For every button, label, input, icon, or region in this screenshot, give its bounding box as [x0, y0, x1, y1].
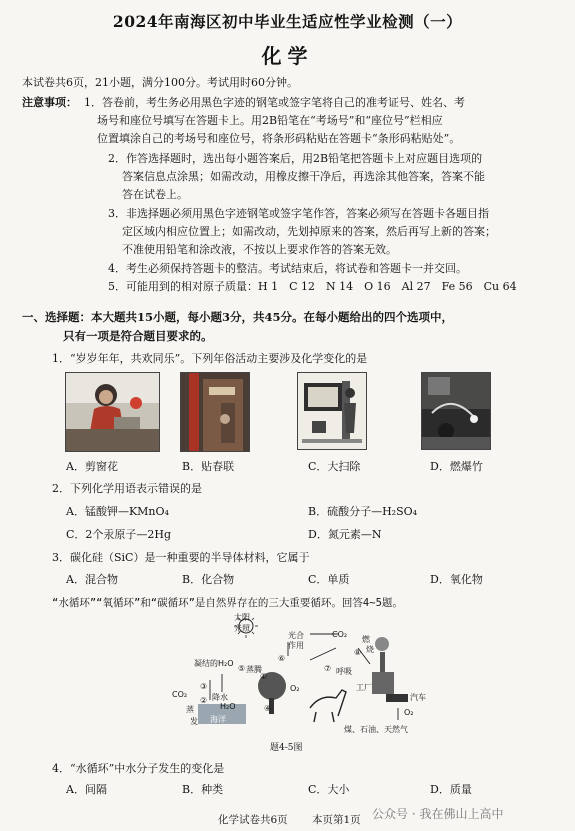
label-light: 光照	[234, 624, 250, 633]
label-photosynthesis: 光合	[288, 631, 304, 640]
diagram-caption: 题4-5图	[270, 743, 303, 753]
label-rain: 降水	[212, 693, 228, 702]
label-co2-top: CO₂	[332, 630, 348, 639]
label-evaporation-2: 发	[190, 717, 198, 726]
label-car: 汽车	[410, 693, 426, 702]
note-line: 位置填涂自己的考场号和座位号，将条形码粘贴在答题卡“条形码粘贴处”。	[97, 132, 461, 145]
note-line: 5．可能用到的相对原子质量：H 1 C 12 N 14 O 16 Al 27 Fe 56 Cu 64	[108, 280, 517, 293]
note-line: 答案信息点涂黑；如需改动，用橡皮擦干净后，再选涂其他答案，答案不能	[122, 170, 485, 183]
label-fuel: 煤、石油、天然气	[344, 725, 408, 734]
label-factory: 工厂	[356, 683, 372, 692]
label-ocean: 海洋	[210, 715, 226, 724]
q2-option-a: A．锰酸钾—KMnO₄	[66, 505, 169, 518]
intro-text: 本试卷共6页，21小题，满分100分。考试用时60分钟。	[22, 76, 298, 89]
q2-option-b: B．硫酸分子—H₂SO₄	[308, 505, 418, 518]
note-line: 2．作答选择题时，选出每小题答案后，用2B铅笔把答题卡上对应题目选项的	[108, 152, 483, 165]
marker-4: ④	[264, 704, 272, 713]
q1-option-d: D．燃爆竹	[430, 460, 483, 473]
q3-option-a: A．混合物	[66, 573, 118, 586]
q3-option-b: B．化合物	[182, 573, 235, 586]
marker-7: ⑦	[324, 664, 332, 673]
marker-8: ⑧	[354, 648, 362, 657]
q3-option-d: D．氧化物	[430, 573, 483, 586]
marker-6: ⑥	[278, 654, 286, 663]
q4-option-c: C．大小	[308, 783, 350, 796]
marker-2: ②	[200, 696, 208, 705]
label-burn: 燃	[362, 635, 370, 644]
question-1-stem: 1．“岁岁年年，共欢同乐”。下列年俗活动主要涉及化学变化的是	[52, 352, 368, 365]
label-co2-left: CO₂	[172, 690, 188, 699]
q2-option-d: D．氮元素—N	[308, 528, 382, 541]
cleaning-photo	[297, 372, 367, 450]
q4-option-d: D．质量	[430, 783, 472, 796]
note-line: 场号和座位号填写在答题卡上。用2B铅笔在“考场号”和“座位号”栏相应	[97, 114, 443, 127]
label-photosynthesis-2: 作用	[288, 641, 304, 650]
watermark: 公众号 · 我在佛山上高中	[372, 807, 504, 821]
label-burn-2: 烧	[366, 645, 374, 654]
section-heading-cont: 只有一项是符合题目要求的。	[63, 329, 213, 343]
label-condensed: 凝结的H₂O	[194, 659, 234, 668]
q2-option-c: C．2个汞原子—2Hg	[66, 528, 172, 541]
label-rain-h2o: H₂O	[220, 702, 236, 711]
paper-cutting-photo	[65, 372, 160, 452]
exam-title: 2024年南海区初中毕业生适应性学业检测（一）	[112, 12, 463, 31]
marker-5: ⑤	[238, 664, 246, 673]
label-transpiration: 蒸腾	[246, 665, 262, 674]
marker-3: ③	[200, 682, 208, 691]
note-line: 不准使用铅笔和涂改液，不按以上要求作答的答案无效。	[122, 243, 397, 256]
couplet-photo	[180, 372, 250, 452]
note-line: 定区域内相应位置上；如需改动，先划掉原来的答案，然后再写上新的答案；	[122, 225, 496, 238]
note-line: 4．考生必须保持答题卡的整洁。考试结束后，将试卷和答题卡一并交回。	[108, 262, 467, 275]
marker-1: ①	[260, 672, 268, 681]
q4-option-a: A．间隔	[66, 783, 107, 796]
q45-intro: “水循环”“氧循环”和“碳循环”是自然界存在的三大重要循环。回答4~5题。	[52, 597, 403, 609]
question-3-stem: 3．碳化硅（SiC）是一种重要的半导体材料，它属于	[52, 551, 310, 564]
q3-option-c: C．单质	[308, 573, 350, 586]
note-line: 1．答卷前，考生务必用黑色字迹的钢笔或签字笔将自己的准考证号、姓名、考	[84, 96, 465, 109]
note-line: 3．非选择题必须用黑色字迹钢笔或签字笔作答，答案必须写在答题卡各题目指	[108, 207, 489, 220]
q4-option-b: B．种类	[182, 783, 224, 796]
firecracker-photo	[421, 372, 491, 450]
notes-label: 注意事项：	[22, 96, 77, 109]
note-line: 答在试卷上。	[122, 188, 188, 201]
footer-page-count: 化学试卷共6页	[218, 814, 288, 826]
cycle-diagram	[160, 612, 430, 737]
footer-page-number: 本页第1页	[312, 814, 361, 826]
label-breathe: 呼吸	[336, 667, 352, 676]
section-heading: 一、选择题：本大题共15小题，每小题3分，共45分。在每小题给出的四个选项中，	[22, 310, 454, 324]
question-2-stem: 2．下列化学用语表示错误的是	[52, 482, 202, 495]
label-sun: 太阳	[234, 613, 250, 622]
label-evaporation: 蒸	[186, 705, 194, 714]
label-o2-mid: O₂	[290, 684, 300, 693]
subject-title: 化学	[261, 44, 314, 68]
q1-option-c: C．大扫除	[308, 460, 361, 473]
label-o2-right: O₂	[404, 708, 414, 717]
q1-option-a: A．剪窗花	[66, 460, 118, 473]
q1-option-b: B．贴春联	[182, 460, 235, 473]
question-4-stem: 4．“水循环”中水分子发生的变化是	[52, 762, 225, 775]
